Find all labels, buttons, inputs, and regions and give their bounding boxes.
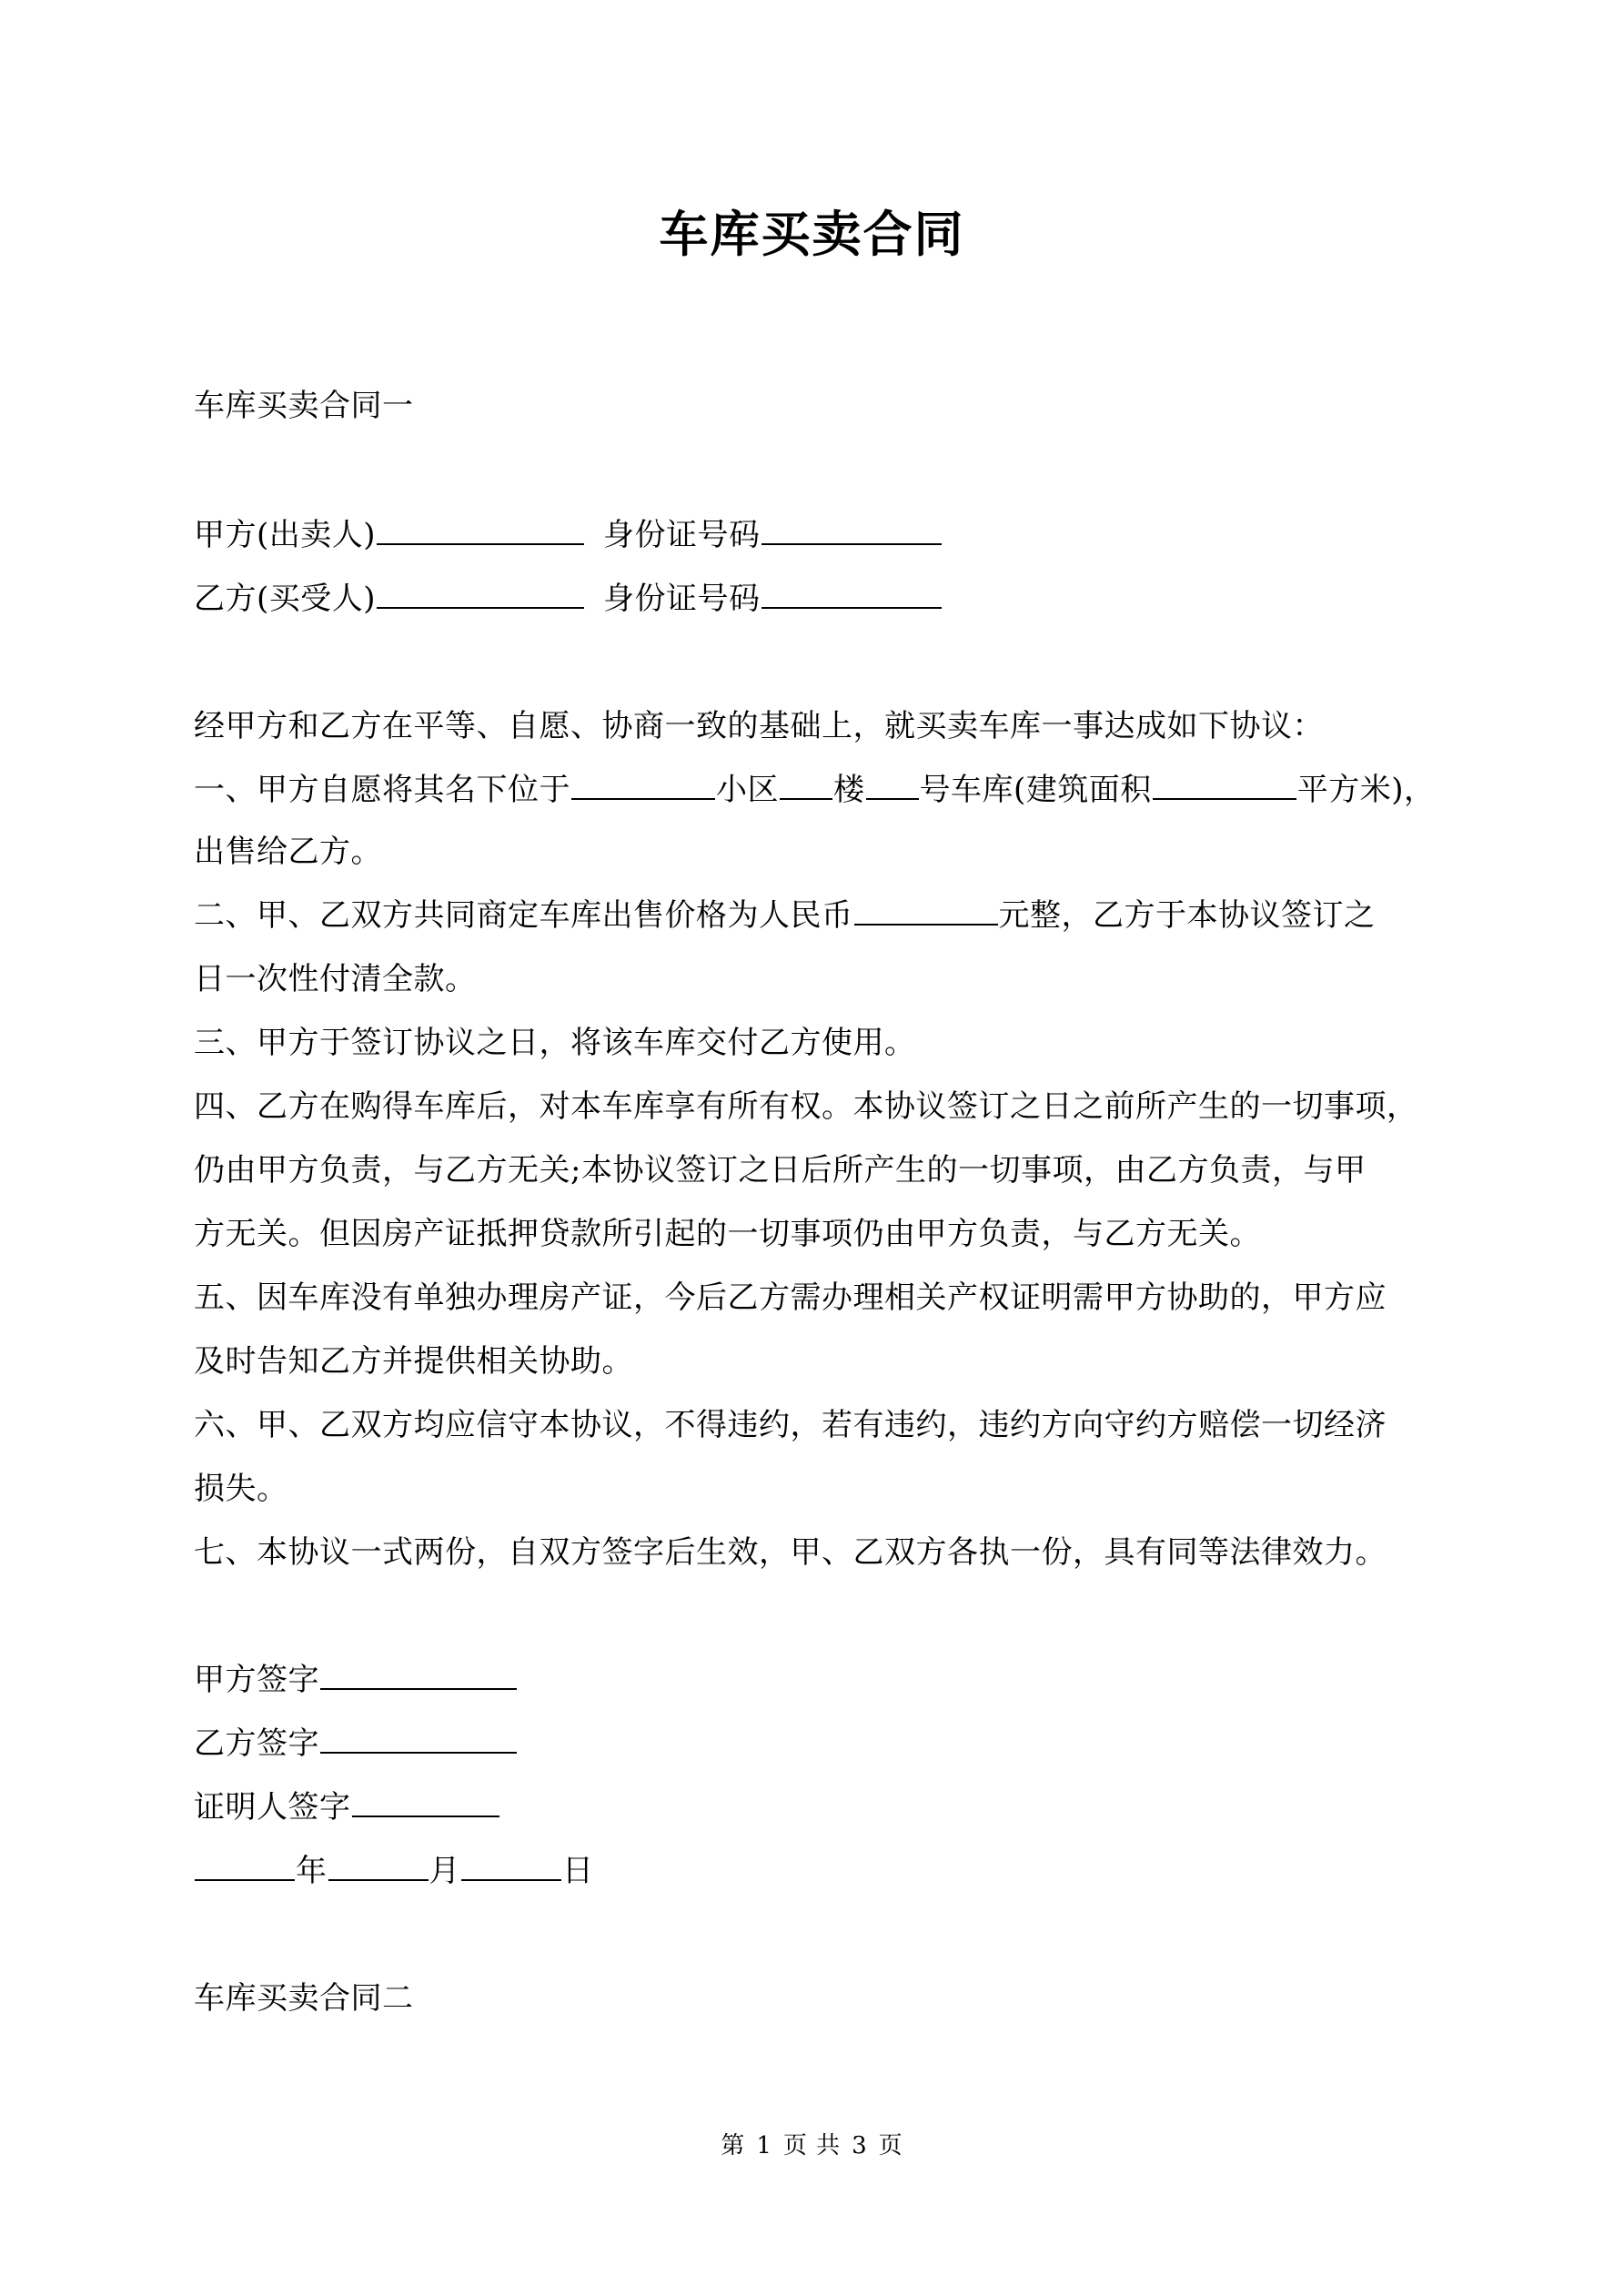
- building-blank[interactable]: [780, 771, 832, 800]
- area-blank[interactable]: [1153, 771, 1296, 800]
- clause-3: 三、甲方于签订协议之日，将该车库交付乙方使用。: [194, 1025, 916, 1061]
- party-a-id-blank[interactable]: [762, 516, 942, 545]
- year-blank[interactable]: [195, 1852, 295, 1881]
- clause-1-line-2: 出售给乙方。: [194, 834, 382, 870]
- clause-1-text-b: 小区: [716, 772, 779, 808]
- clause-1-text-a: 一、甲方自愿将其名下位于: [194, 772, 570, 808]
- party-b-sign-blank[interactable]: [320, 1725, 517, 1754]
- party-a-signature-row: [194, 1660, 518, 1700]
- party-b-signature-row: [194, 1724, 518, 1764]
- clause-1-text-c: 楼: [833, 772, 865, 808]
- page-prefix: 第: [721, 2132, 746, 2159]
- day-label: 日: [562, 1853, 594, 1889]
- price-blank[interactable]: [854, 896, 998, 925]
- witness-sign-blank[interactable]: [352, 1788, 499, 1817]
- clause-2-line-1: [194, 895, 1376, 936]
- clause-7: 七、本协议一式两份，自双方签字后生效，甲、乙双方各执一份，具有同等法律效力。: [194, 1534, 1387, 1571]
- year-label: 年: [296, 1853, 328, 1889]
- clause-2-line-2: 日一次性付清全款。: [194, 961, 477, 997]
- clause-4-line-3: 方无关。但因房产证抵押贷款所引起的一切事项仍由甲方负责，与乙方无关。: [194, 1216, 1261, 1252]
- clause-1-text-e: 平方米)，: [1296, 772, 1436, 808]
- clause-5-line-1: 五、因车库没有单独办理房产证，今后乙方需办理相关产权证明需甲方协助的，甲方应: [194, 1279, 1387, 1316]
- clause-6-line-2: 损失。: [194, 1471, 288, 1507]
- intro-paragraph: 经甲方和乙方在平等、自愿、协商一致的基础上，就买卖车库一事达成如下协议：: [194, 708, 1324, 744]
- party-b-label: 乙方(买受人): [194, 581, 377, 617]
- clause-6-line-1: 六、甲、乙双方均应信守本协议，不得违约，若有违约，违约方向守约方赔偿一切经济: [194, 1407, 1387, 1443]
- clause-1-line-1: [194, 770, 1436, 810]
- party-a-name-blank[interactable]: [377, 516, 584, 545]
- party-a-sign-label: 甲方签字: [194, 1662, 319, 1698]
- day-blank[interactable]: [461, 1852, 561, 1881]
- witness-signature-row: [194, 1787, 500, 1827]
- witness-sign-label: 证明人签字: [194, 1789, 351, 1826]
- date-row: [194, 1851, 594, 1891]
- page-mid-text: 页 共: [782, 2132, 842, 2159]
- party-b-row: [194, 579, 943, 619]
- community-blank[interactable]: [571, 771, 715, 800]
- clause-2-text-a: 二、甲、乙双方共同商定车库出售价格为人民币: [194, 897, 853, 934]
- party-a-row: [194, 515, 943, 555]
- current-page-number: 1: [756, 2132, 772, 2159]
- party-b-id-label: 身份证号码: [603, 581, 761, 617]
- month-label: 月: [429, 1853, 460, 1889]
- party-b-sign-label: 乙方签字: [194, 1725, 319, 1762]
- page-suffix: 页: [878, 2132, 903, 2159]
- clause-5-line-2: 及时告知乙方并提供相关协助。: [194, 1343, 633, 1380]
- clause-4-line-2: 仍由甲方负责，与乙方无关;本协议签订之日后所产生的一切事项，由乙方负责，与甲: [194, 1152, 1367, 1188]
- total-pages-number: 3: [852, 2132, 868, 2159]
- clause-1-text-d: 号车库(建筑面积: [919, 772, 1152, 808]
- party-a-id-label: 身份证号码: [603, 517, 761, 553]
- page-footer: [0, 2129, 1624, 2162]
- party-b-name-blank[interactable]: [377, 580, 584, 609]
- garage-number-blank[interactable]: [866, 771, 919, 800]
- clause-2-text-b: 元整，乙方于本协议签订之: [998, 897, 1376, 934]
- month-blank[interactable]: [328, 1852, 429, 1881]
- party-a-label: 甲方(出卖人): [194, 517, 377, 553]
- section-two-heading: 车库买卖合同二: [194, 1980, 414, 2017]
- section-one-heading: 车库买卖合同一: [194, 388, 414, 424]
- document-title: 车库买卖合同: [659, 205, 965, 263]
- party-b-id-blank[interactable]: [762, 580, 942, 609]
- clause-4-line-1: 四、乙方在购得车库后，对本车库享有所有权。本协议签订之日之前所产生的一切事项，: [194, 1088, 1418, 1125]
- party-a-sign-blank[interactable]: [320, 1661, 517, 1690]
